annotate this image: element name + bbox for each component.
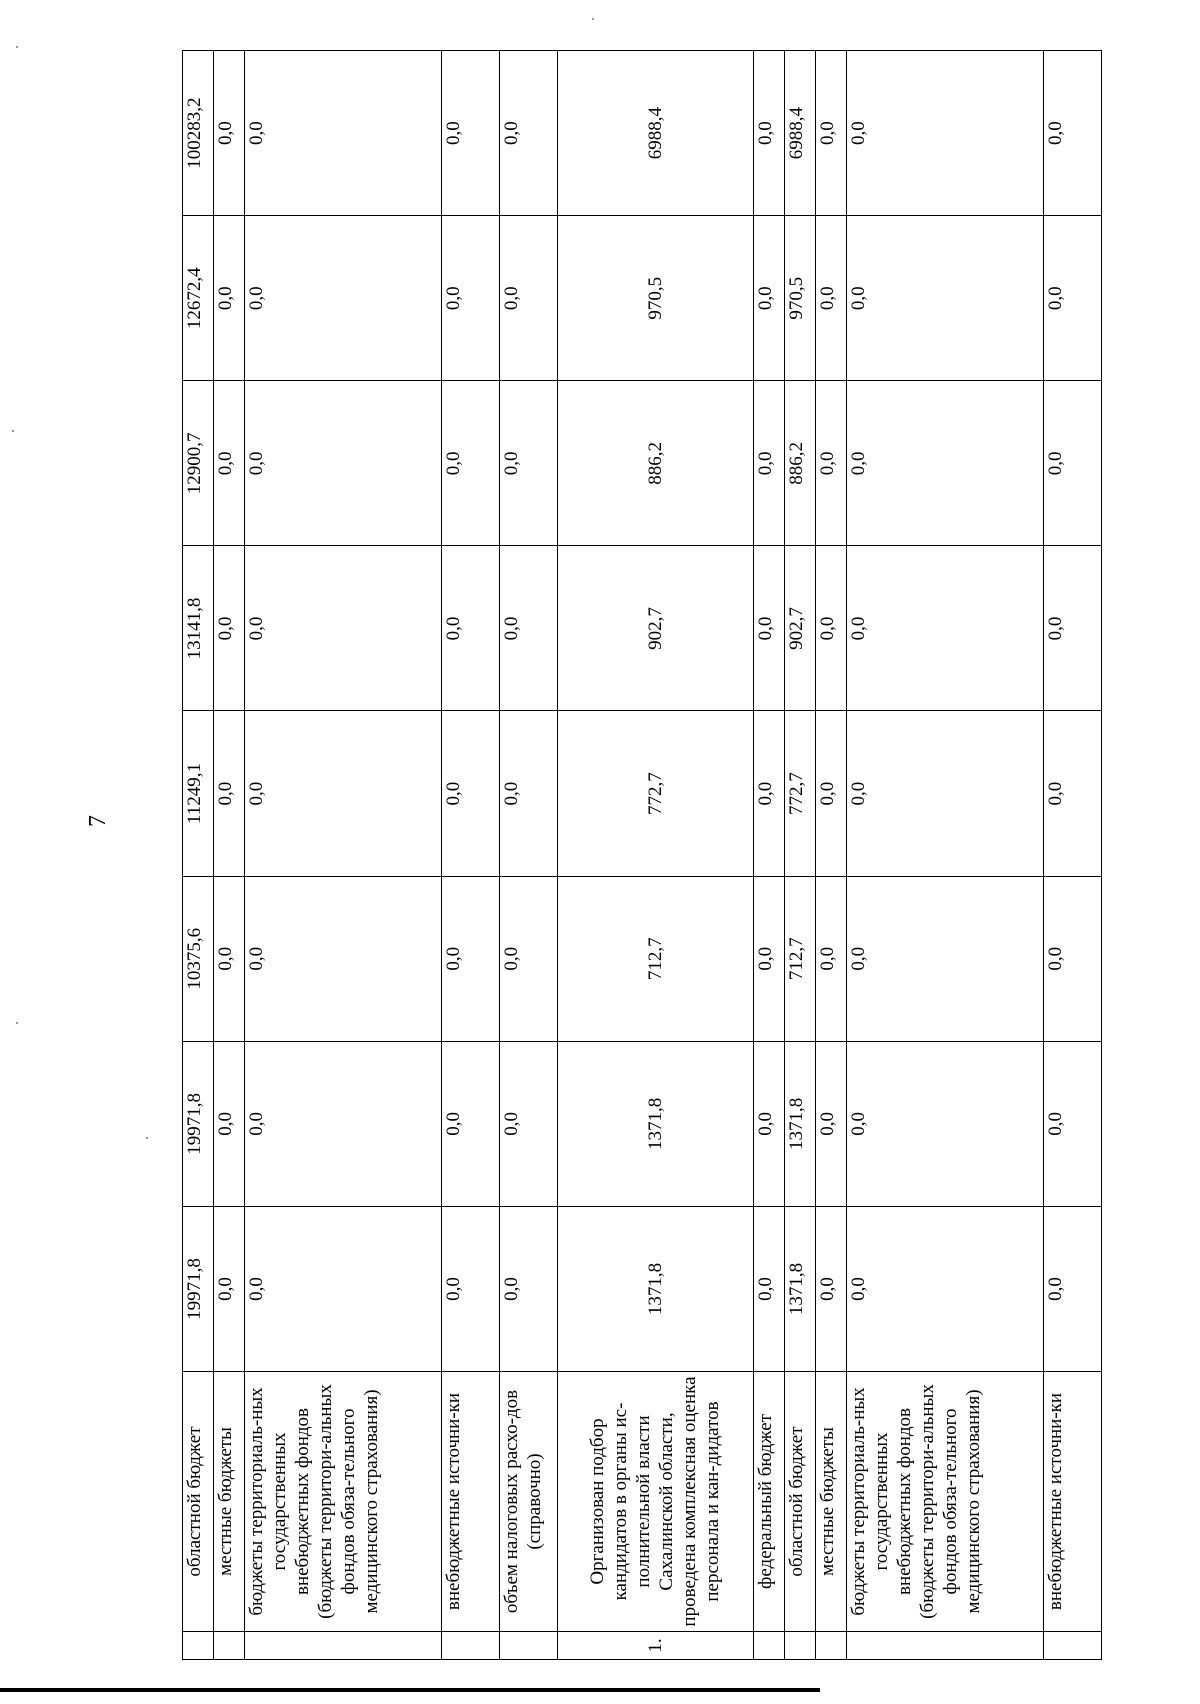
value-cell: 0,0 — [1044, 876, 1102, 1041]
value-cell: 0,0 — [847, 216, 1044, 381]
value-cell: 0,0 — [245, 1041, 442, 1206]
value-cell: 0,0 — [816, 381, 847, 546]
value-cell: 0,0 — [847, 51, 1044, 216]
value-cell: 0,0 — [214, 711, 245, 876]
row-number — [441, 1632, 499, 1660]
table-row — [816, 51, 847, 1660]
scan-speck — [12, 430, 14, 432]
row-label: бюджеты территориаль-ных государственных внебюджетных фондов (бюджеты территори-альных фондов обяза-тельного медицинского страхования) — [847, 1372, 1044, 1632]
value-cell: 970,5 — [557, 216, 754, 381]
scan-speck — [16, 46, 18, 48]
table-row — [183, 51, 214, 1660]
row-number — [1044, 1632, 1102, 1660]
value-cell: 0,0 — [441, 1041, 499, 1206]
value-cell: 1371,8 — [557, 1041, 754, 1206]
value-cell: 0,0 — [499, 711, 557, 876]
table-row — [754, 51, 785, 1660]
value-cell: 0,0 — [754, 51, 785, 216]
value-cell: 0,0 — [816, 546, 847, 711]
row-label: объем налоговых расхо-дов (справочно) — [499, 1372, 557, 1632]
value-cell: 886,2 — [557, 381, 754, 546]
value-cell: 0,0 — [847, 876, 1044, 1041]
value-cell: 0,0 — [816, 1206, 847, 1371]
row-number — [847, 1632, 1044, 1660]
value-cell: 0,0 — [499, 876, 557, 1041]
table-row — [1044, 51, 1102, 1660]
value-cell: 0,0 — [847, 381, 1044, 546]
value-cell: 0,0 — [816, 711, 847, 876]
value-cell: 0,0 — [214, 51, 245, 216]
value-cell: 1371,8 — [785, 1041, 816, 1206]
value-cell: 0,0 — [499, 51, 557, 216]
value-cell: 0,0 — [441, 51, 499, 216]
value-cell: 902,7 — [785, 546, 816, 711]
row-label: областной бюджет — [183, 1372, 214, 1632]
value-cell: 772,7 — [557, 711, 754, 876]
value-cell: 0,0 — [245, 51, 442, 216]
value-cell: 0,0 — [1044, 711, 1102, 876]
value-cell: 0,0 — [754, 1041, 785, 1206]
page-number: 7 — [85, 815, 111, 827]
bottom-edge-line — [0, 1688, 820, 1692]
budget-table-container — [182, 50, 1102, 1660]
value-cell: 0,0 — [214, 546, 245, 711]
value-cell: 0,0 — [499, 1041, 557, 1206]
value-cell: 0,0 — [214, 1041, 245, 1206]
row-number — [499, 1632, 557, 1660]
value-cell: 10375,6 — [183, 876, 214, 1041]
value-cell: 0,0 — [441, 876, 499, 1041]
value-cell: 0,0 — [214, 876, 245, 1041]
value-cell: 0,0 — [754, 1206, 785, 1371]
value-cell: 0,0 — [1044, 381, 1102, 546]
budget-table — [182, 50, 1102, 1660]
value-cell: 0,0 — [754, 876, 785, 1041]
row-label: Организован подбор кандидатов в органы ис-полнительной власти Сахалинской области, проведена комплексная оценка персонала и кан-дидатов — [557, 1372, 754, 1632]
value-cell: 902,7 — [557, 546, 754, 711]
value-cell: 0,0 — [816, 1041, 847, 1206]
row-number: 1. — [557, 1632, 754, 1660]
value-cell: 0,0 — [1044, 546, 1102, 711]
table-row — [214, 51, 245, 1660]
value-cell: 0,0 — [847, 1206, 1044, 1371]
row-label: внебюджетные источни-ки — [441, 1372, 499, 1632]
value-cell: 6988,4 — [785, 51, 816, 216]
value-cell: 0,0 — [847, 711, 1044, 876]
scan-speck — [146, 1137, 148, 1139]
value-cell: 0,0 — [441, 1206, 499, 1371]
value-cell: 970,5 — [785, 216, 816, 381]
value-cell: 0,0 — [754, 546, 785, 711]
row-label: федеральный бюджет — [754, 1372, 785, 1632]
value-cell: 712,7 — [557, 876, 754, 1041]
row-number — [183, 1632, 214, 1660]
row-label: областной бюджет — [785, 1372, 816, 1632]
row-label: местные бюджеты — [214, 1372, 245, 1632]
value-cell: 0,0 — [441, 381, 499, 546]
value-cell: 886,2 — [785, 381, 816, 546]
value-cell: 0,0 — [245, 546, 442, 711]
value-cell: 0,0 — [754, 711, 785, 876]
row-number — [754, 1632, 785, 1660]
value-cell: 0,0 — [847, 546, 1044, 711]
value-cell: 12900,7 — [183, 381, 214, 546]
value-cell: 0,0 — [499, 381, 557, 546]
value-cell: 0,0 — [214, 216, 245, 381]
value-cell: 0,0 — [499, 1206, 557, 1371]
value-cell: 0,0 — [214, 381, 245, 546]
value-cell: 0,0 — [245, 1206, 442, 1371]
value-cell: 12672,4 — [183, 216, 214, 381]
value-cell: 0,0 — [441, 711, 499, 876]
row-label: местные бюджеты — [816, 1372, 847, 1632]
row-number — [214, 1632, 245, 1660]
value-cell: 19971,8 — [183, 1206, 214, 1371]
value-cell: 0,0 — [245, 711, 442, 876]
value-cell: 0,0 — [245, 876, 442, 1041]
value-cell: 0,0 — [245, 216, 442, 381]
value-cell: 0,0 — [847, 1041, 1044, 1206]
row-number — [816, 1632, 847, 1660]
table-row — [499, 51, 557, 1660]
table-row — [557, 51, 754, 1660]
value-cell: 0,0 — [754, 216, 785, 381]
value-cell: 0,0 — [441, 216, 499, 381]
value-cell: 0,0 — [1044, 51, 1102, 216]
value-cell: 0,0 — [499, 546, 557, 711]
row-number — [785, 1632, 816, 1660]
value-cell: 0,0 — [754, 381, 785, 546]
value-cell: 0,0 — [816, 216, 847, 381]
value-cell: 0,0 — [441, 546, 499, 711]
row-label: внебюджетные источни-ки — [1044, 1372, 1102, 1632]
value-cell: 0,0 — [214, 1206, 245, 1371]
table-row — [441, 51, 499, 1660]
value-cell: 0,0 — [816, 876, 847, 1041]
table-row — [847, 51, 1044, 1660]
scan-speck — [16, 1022, 18, 1024]
value-cell: 0,0 — [1044, 1206, 1102, 1371]
value-cell: 0,0 — [1044, 216, 1102, 381]
table-row — [785, 51, 816, 1660]
value-cell: 772,7 — [785, 711, 816, 876]
value-cell: 1371,8 — [557, 1206, 754, 1371]
value-cell: 1371,8 — [785, 1206, 816, 1371]
value-cell: 0,0 — [245, 381, 442, 546]
row-number — [245, 1632, 442, 1660]
value-cell: 19971,8 — [183, 1041, 214, 1206]
value-cell: 11249,1 — [183, 711, 214, 876]
value-cell: 0,0 — [499, 216, 557, 381]
value-cell: 0,0 — [1044, 1041, 1102, 1206]
scan-speck — [592, 18, 594, 20]
value-cell: 100283,2 — [183, 51, 214, 216]
value-cell: 712,7 — [785, 876, 816, 1041]
table-row — [245, 51, 442, 1660]
value-cell: 6988,4 — [557, 51, 754, 216]
value-cell: 0,0 — [816, 51, 847, 216]
row-label: бюджеты территориаль-ных государственных внебюджетных фондов (бюджеты территори-альных фондов обяза-тельного медицинского страхования) — [245, 1372, 442, 1632]
value-cell: 13141,8 — [183, 546, 214, 711]
